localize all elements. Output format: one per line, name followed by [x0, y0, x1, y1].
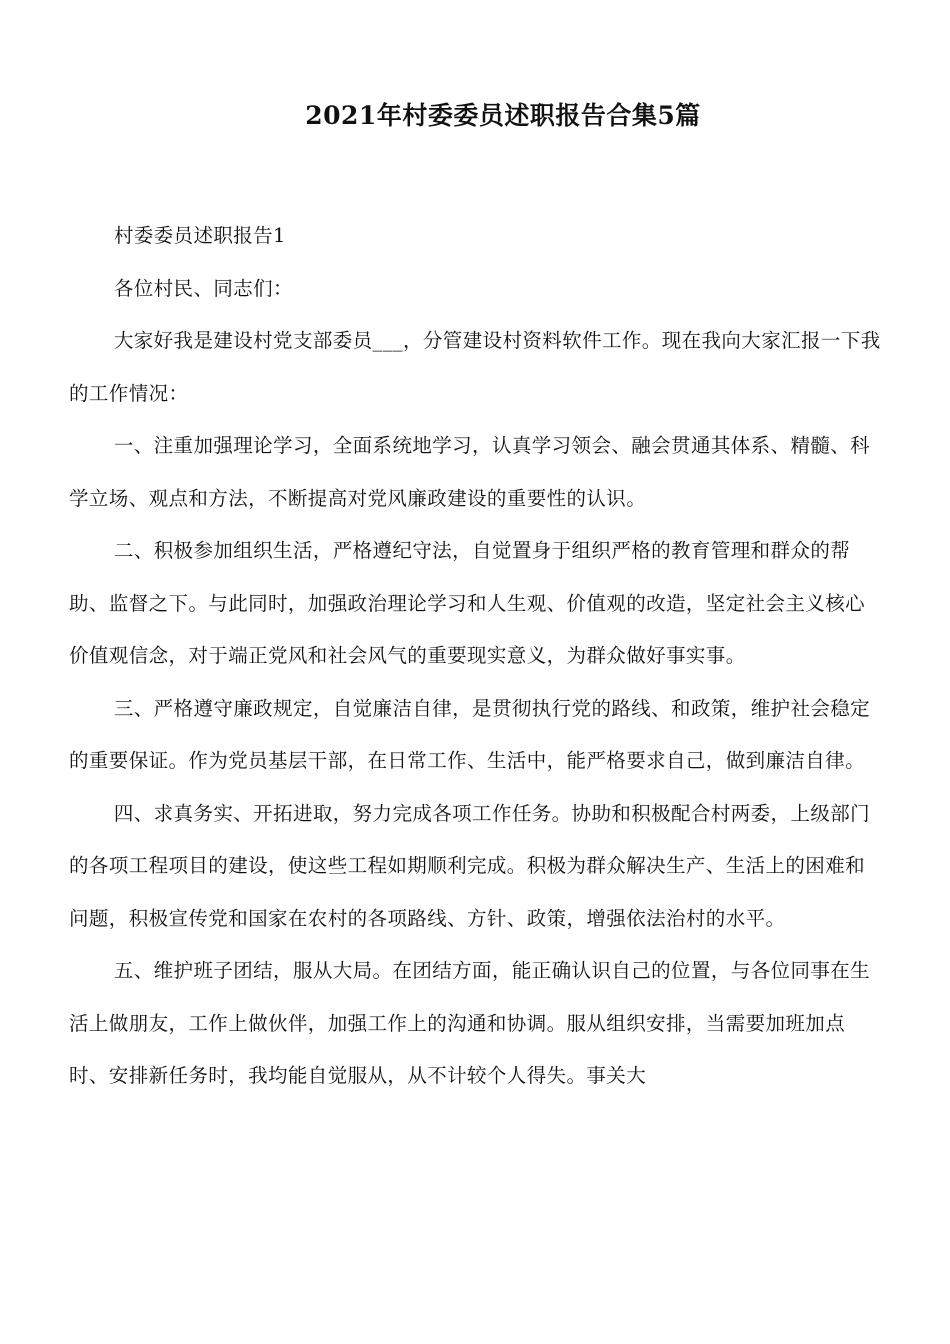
paragraph-two: 二、积极参加组织生活，严格遵纪守法，自觉置身于组织严格的教育管理和群众的帮助、监督之下。与此同时，加强政治理论学习和人生观、价值观的改造，坚定社会主义核心价值观信念，对于端正党风和社会风气的重要现实意义，为群众做好事实事。	[69, 539, 866, 667]
paragraph-five: 五、维护班子团结，服从大局。在团结方面，能正确认识自己的位置，与各位同事在生活上做朋友，工作上做伙伴，加强工作上的沟通和协调。服从组织安排，当需要加班加点时、安排新任务时，我均能自觉服从，从不计较个人得失。事关大	[69, 959, 871, 1087]
paragraph-intro: 大家好我是建设村党支部委员___，分管建设村资料软件工作。现在我向大家汇报一下我的工作情况：	[69, 329, 881, 405]
document-body	[69, 210, 884, 1103]
document-title: 2021年村委委员述职报告合集5篇	[305, 101, 701, 130]
paragraph-one: 一、注重加强理论学习，全面系统地学习，认真学习领会、融会贯通其体系、精髓、科学立场、观点和方法，不断提高对党风廉政建设的重要性的认识。	[69, 434, 871, 510]
paragraph-three: 三、严格遵守廉政规定，自觉廉洁自律，是贯彻执行党的路线、和政策，维护社会稳定的重要保证。作为党员基层干部，在日常工作、生活中，能严格要求自己，做到廉洁自律。	[69, 696, 871, 772]
section-heading: 村委委员述职报告1	[113, 224, 286, 247]
salutation: 各位村民、同志们：	[113, 276, 293, 300]
paragraph-four: 四、求真务实、开拓进取，努力完成各项工作任务。协助和积极配合村两委，上级部门的各项工程项目的建设，使这些工程如期顺利完成。积极为群众解决生产、生活上的困难和问题，积极宣传党和国家在农村的各项路线、方针、政策，增强依法治村的水平。	[69, 801, 871, 930]
